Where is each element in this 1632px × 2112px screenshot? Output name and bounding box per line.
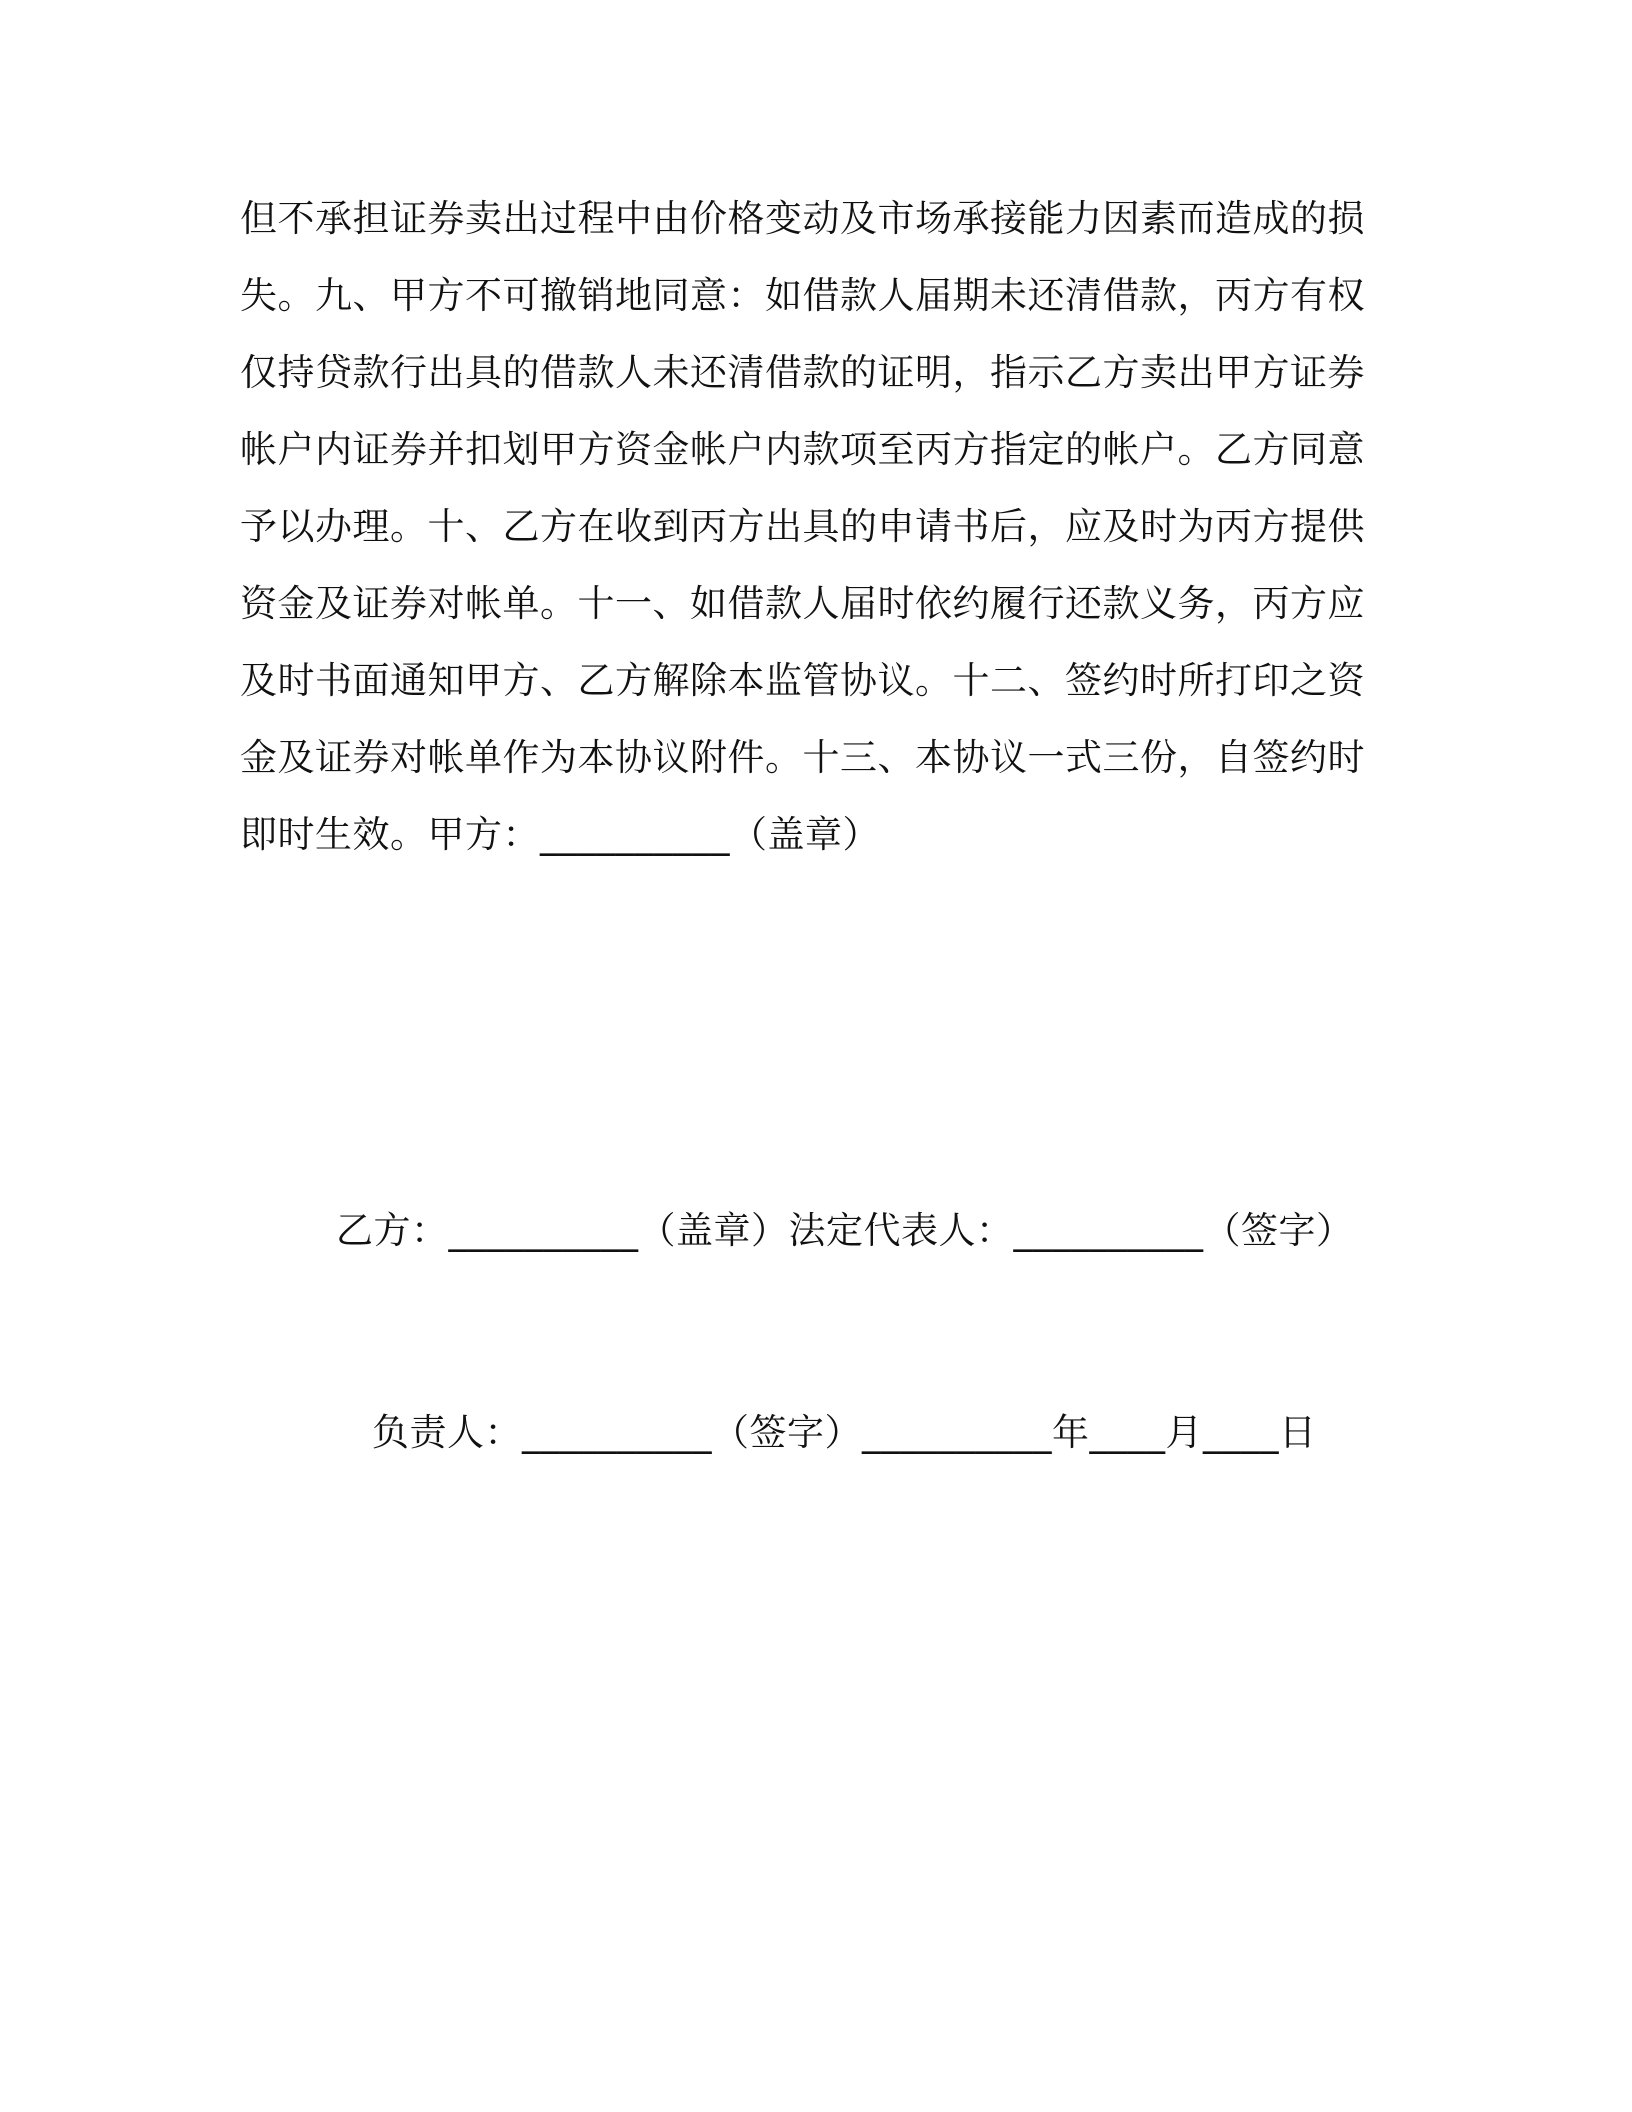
body-line-7: 及时书面通知甲方、乙方解除本监管协议。十二、签约时所打印之资 — [240, 659, 1365, 702]
body-line-6: 资金及证券对帐单。十一、如借款人届时依约履行还款义务，丙方应 — [240, 582, 1365, 625]
body-line-4: 帐户内证券并扣划甲方资金帐户内款项至丙方指定的帐户。乙方同意 — [240, 428, 1365, 471]
body-line-1: 但不承担证券卖出过程中由价格变动及市场承接能力因素而造成的损 — [240, 197, 1365, 240]
body-line-3: 仅持贷款行出具的借款人未还清借款的证明，指示乙方卖出甲方证券 — [240, 351, 1365, 394]
body-line-5: 予以办理。十、乙方在收到丙方出具的申请书后，应及时为丙方提供 — [240, 505, 1365, 548]
body-line-9-party-a-signature: 即时生效。甲方：__________（盖章） — [240, 813, 880, 856]
body-line-8: 金及证券对帐单作为本协议附件。十三、本协议一式三份，自签约时 — [240, 736, 1365, 779]
responsible-person-signature-line: 负责人：__________（签字）__________年____月____日 — [372, 1411, 1317, 1454]
party-b-signature-line: 乙方：__________（盖章）法定代表人：__________（签字） — [336, 1209, 1354, 1252]
body-line-2: 失。九、甲方不可撤销地同意：如借款人届期未还清借款，丙方有权 — [240, 274, 1365, 317]
